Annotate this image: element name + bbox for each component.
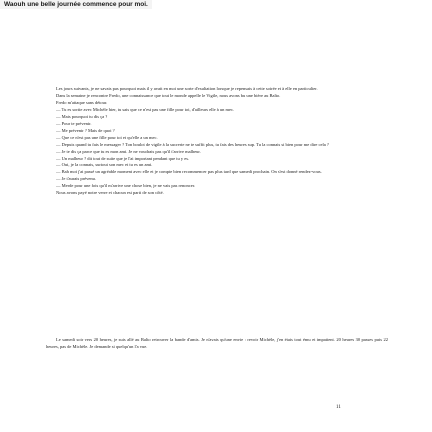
dialogue-line: — Tu es sortie avec Michèle hier, tu sais que ce n'est pas une fille pour toi, d'ailleurs elle à un mec.: [56, 106, 235, 112]
paragraph: Les jours suivants, je ne savais pas pourquoi mais il y avait en moi une sorte d'exaltation lorsque je repensais à cette soirée et à elle en particulier.: [56, 86, 318, 91]
paragraph: Dans la semaine je rencontre Fredo, une connaissance que tout le monde appelle le Vigile, nous avons bu une bière au Balto.: [56, 92, 281, 98]
dialogue-line: — Que ce n'est pas une fille pour toi et qu'elle a un mec.: [56, 134, 158, 140]
running-header: Waouh une belle journée commence pour moi.: [0, 0, 152, 9]
closing-text: [46, 336, 388, 351]
dialogue-line: — Je t'aurais prévenu.: [56, 176, 97, 182]
dialogue-line: — Me prévenir ? Mais de quoi ?: [56, 127, 115, 133]
dialogue-line: — Merde pour une fois qu'il m'arrive une chose bien, je ne vais pas renoncer.: [56, 183, 196, 189]
dialogue-line: — Un malheur ? dit tout de suite que je l'ai important pendant que tu y es.: [56, 155, 190, 161]
body-text: [46, 86, 388, 197]
paragraph: Le samedi soir vers 20 heures, je suis allé au Balto retrouver la bande d'amis. Je n'avais qu'une envie : revoir Michèle, j'en étais tout ému et impatient. 20 heures 30 passes puis 22 heures, pas de Michèle. Je demande si quelqu'un l'a vue.: [46, 337, 388, 350]
dialogue-line: — Pour te prévenir.: [56, 120, 92, 126]
page-number: 11: [336, 405, 341, 410]
paragraph: Nous avons payé notre verre et chacun est parti de son côté.: [56, 190, 164, 196]
dialogue-line: — Bah moi j'ai passé un agréable moment avec elle et je compte bien recommencer pas plus tard que samedi prochain. On s'est donné rendez-vous.: [56, 169, 322, 175]
dialogue-line: — Depuis quand tu fais le messager ? Ton boulot de vigile à la sucrerie ne te suffit plus, tu fais des heures sup. Tu la connais si bien pour me dire cela ?: [56, 141, 329, 147]
dialogue-line: — Je te dis ça parce que tu es mon ami. Je ne voudrais pas qu'il t'arrive malheur.: [56, 148, 201, 154]
paragraph: Fredo m'attaque sans détour.: [56, 99, 108, 105]
dialogue-line: — Oui, je la connais, surtout son mec et tu es un ami.: [56, 162, 153, 168]
dialogue-line: — Mais pourquoi tu dis ça ?: [56, 113, 108, 119]
